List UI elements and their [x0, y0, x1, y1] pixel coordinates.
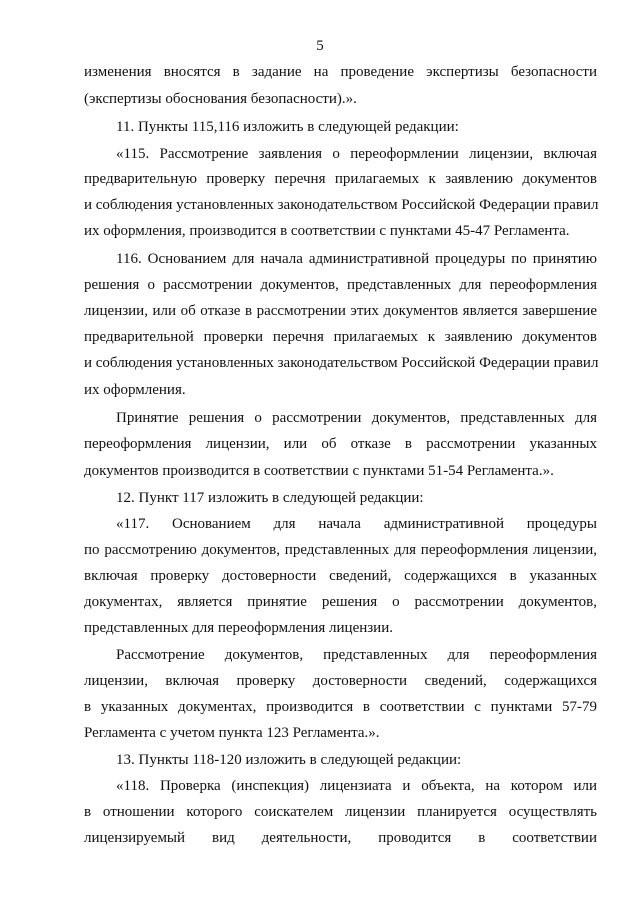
text-line: «115. Рассмотрение заявления о переоформлении лицензии, включая	[116, 146, 597, 162]
text-line: предварительную проверку перечня прилагаемых к заявлению документов	[84, 171, 597, 187]
text-line: лицензии, или об отказе в рассмотрении этих документов является завершение	[84, 303, 597, 319]
text-line: их оформления, производится в соответствии с пунктами 45-47 Регламента.	[84, 223, 570, 239]
text-line: в отношении которого соискателем лицензии планируется осуществлять	[84, 804, 597, 820]
text-line: и соблюдения установленных законодательством Российской Федерации правил	[84, 355, 599, 371]
text-line: документов производится в соответствии с пунктами 51-54 Регламента.».	[84, 463, 554, 479]
text-line: включая проверку достоверности сведений, содержащихся в указанных	[84, 568, 597, 584]
text-line: «117. Основанием для начала административной процедуры	[116, 516, 597, 532]
text-line: изменения вносятся в задание на проведение экспертизы безопасности	[84, 64, 597, 80]
text-line: представленных для переоформления лицензии.	[84, 620, 393, 636]
text-line: 11. Пункты 115,116 изложить в следующей редакции:	[116, 119, 459, 135]
text-line: их оформления.	[84, 382, 186, 398]
text-line: «118. Проверка (инспекция) лицензиата и объекта, на котором или	[116, 778, 597, 794]
text-line: 116. Основанием для начала административной процедуры по принятию	[116, 251, 597, 267]
text-line: лицензии, включая проверку достоверности сведений, содержащихся	[84, 673, 597, 689]
text-line: (экспертизы обоснования безопасности).».	[84, 91, 357, 107]
text-line: Рассмотрение документов, представленных для переоформления	[116, 647, 597, 663]
text-line: предварительной проверки перечня прилагаемых к заявлению документов	[84, 329, 597, 345]
text-line: Принятие решения о рассмотрении документов, представленных для	[116, 410, 597, 426]
text-line: и соблюдения установленных законодательством Российской Федерации правил	[84, 197, 599, 213]
page-number: 5	[316, 38, 324, 54]
text-line: в указанных документах, производится в соответствии с пунктами 57-79	[84, 699, 597, 715]
text-line: лицензируемый вид деятельности, проводится в соответствии	[84, 830, 597, 846]
text-line: 12. Пункт 117 изложить в следующей редакции:	[116, 490, 424, 506]
text-line: по рассмотрению документов, представленных для переоформления лицензии,	[84, 542, 597, 558]
text-line: решения о рассмотрении документов, представленных для переоформления	[84, 277, 597, 293]
text-line: Регламента с учетом пункта 123 Регламента.».	[84, 725, 380, 741]
text-line: переоформления лицензии, или об отказе в рассмотрении указанных	[84, 436, 597, 452]
text-line: 13. Пункты 118-120 изложить в следующей редакции:	[116, 752, 462, 768]
text-line: документах, является принятие решения о рассмотрении документов,	[84, 594, 597, 610]
